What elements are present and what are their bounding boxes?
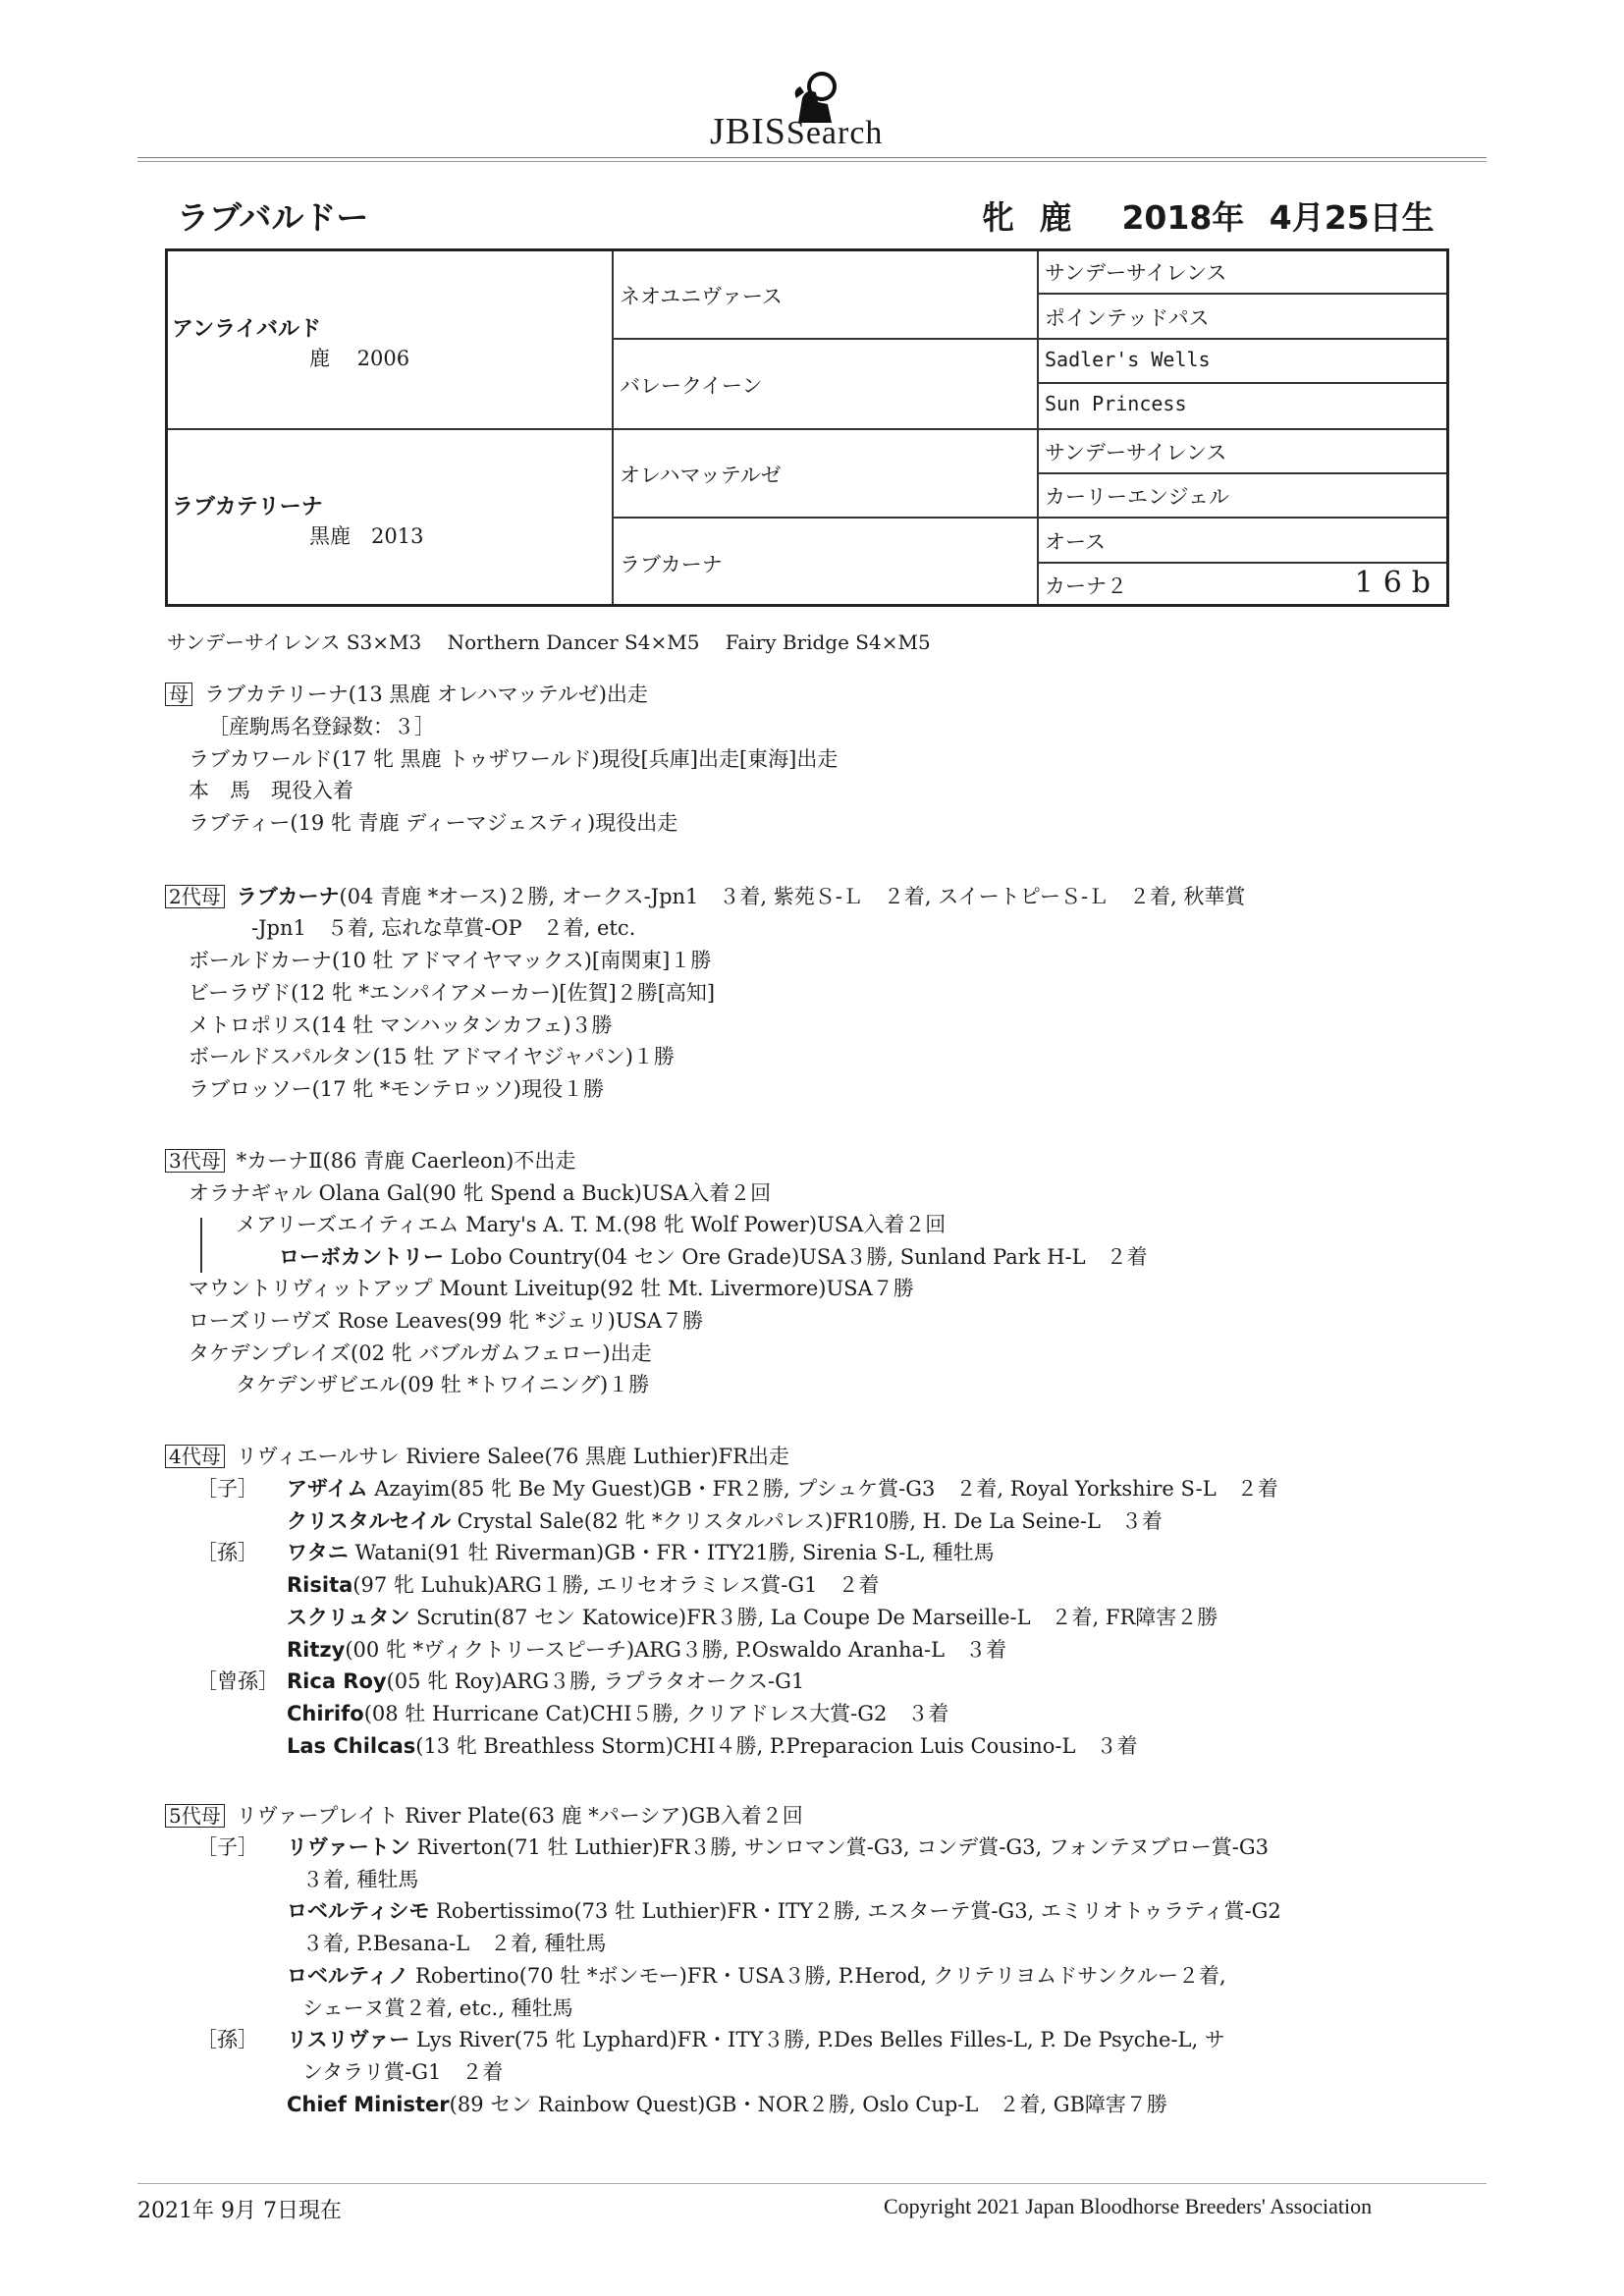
descendant-record: Robertino(70 牡 *ボンモー)FR・USA３勝, P.Herod, クリテリヨムドサンクルー２着,	[408, 1963, 1226, 1988]
g2-dam-record: (04 青鹿 *オース)２勝, オークス-Jpn1 ３着, 紫苑Ｓ-Ｌ ２着, スイートピーＳ-Ｌ ２着, 秋華賞	[339, 885, 1246, 908]
descendant-record: ３着, 種牡馬	[302, 1867, 419, 1891]
descendant-record: (08 牡 Hurricane Cat)CHI５勝, クリアドレス大賞-G2 ３着	[363, 1701, 949, 1725]
descendant-line	[302, 2058, 503, 2086]
descendant-bracket	[200, 1218, 202, 1273]
footer-rule	[137, 2183, 1487, 2184]
horse-sex-color-birthdate: 牝 鹿 2018年 4月25日生	[982, 198, 1435, 237]
descendant-record: Riverton(71 牡 Luthier)FR３勝, サンロマン賞-G3, コンデ賞-G3, フォンテヌブロー賞-G3	[409, 1835, 1269, 1859]
g3-ancestor-3: Sadler's Wells	[1045, 348, 1211, 371]
descendant-name: リヴァートン	[287, 1835, 410, 1859]
descendant-name: ワタニ	[287, 1541, 349, 1565]
descendant-record: (13 牝 Breathless Storm)CHI４勝, P.Preparacion Luis Cousino-L ３着	[415, 1733, 1138, 1758]
g3-great-grandfoal-line	[279, 1243, 1148, 1271]
generation-tag: ［孫］	[196, 2028, 258, 2052]
generation-tag: ［曾孫］	[196, 1669, 279, 1694]
descendant-line	[302, 1866, 418, 1893]
g2-section-label: 2代母	[165, 885, 225, 908]
descendant-record: Azayim(85 牝 Be My Guest)GB・FR２勝, プシュケ賞-G3 ２着, Royal Yorkshire S-L ２着	[367, 1477, 1278, 1501]
g3-foal-line: ローズリーヴズ Rose Leaves(99 牝 *ジェリ)USA７勝	[189, 1309, 704, 1333]
horse-name: ラブバルドー	[177, 198, 369, 237]
g4-section-label: 4代母	[165, 1445, 225, 1468]
sire-sire: ネオユニヴァース	[620, 285, 783, 308]
g3-foal-line: マウントリヴィットアップ Mount Liveitup(92 牡 Mt. Livermore)USA７勝	[189, 1277, 914, 1300]
descendant-line	[287, 1897, 1281, 1925]
generation-tag: ［子］	[196, 1477, 258, 1501]
descendant-name: Las Chilcas	[287, 1733, 416, 1758]
g4-dam-record: リヴィエールサレ Riviere Salee(76 黒鹿 Luthier)FR出走	[236, 1445, 789, 1468]
g3-ancestor-2: ポインテッドパス	[1045, 306, 1210, 330]
descendant-record: (97 牝 Luhuk)ARG１勝, エリセオラミレス賞-G1 ２着	[352, 1573, 880, 1598]
g3-section-heading	[165, 1147, 575, 1175]
g2-foal-line: ラブロッソー(17 牝 *モンテロッソ)現役１勝	[189, 1077, 605, 1101]
as-of-date: 2021年 9月 7日現在	[137, 2199, 342, 2223]
descendant-name: Rica Roy	[287, 1669, 387, 1694]
sire-cell	[172, 312, 409, 372]
dam-foal-count: ［産駒馬名登録数：３］	[208, 715, 435, 738]
dam-section-heading	[165, 681, 648, 708]
lobo-country-record: Lobo Country(04 セン Ore Grade)USA３勝, Sunland Park H-L ２着	[444, 1245, 1148, 1269]
logo-main: JBIS	[710, 111, 786, 152]
inbreeding-line: サンデーサイレンス S3×M3 Northern Dancer S4×M5 Fairy Bridge S4×M5	[167, 630, 931, 654]
descendant-name: ロベルティシモ	[287, 1899, 430, 1924]
g3-ancestor-5: サンデーサイレンス	[1045, 441, 1227, 465]
copyright: Copyright 2021 Japan Bloodhorse Breeders' Association	[884, 2194, 1373, 2218]
descendant-line	[287, 1636, 1006, 1664]
pedigree-table	[165, 248, 1449, 607]
g3-ancestor-6: カーリーエンジェル	[1045, 485, 1230, 509]
descendant-name: スクリュタン	[287, 1605, 410, 1629]
g3-ancestor-7: オース	[1045, 530, 1106, 554]
dam-section-label: 母	[165, 683, 192, 706]
g5-section-heading	[165, 1802, 803, 1830]
g3-ancestor-8: カーナ２	[1045, 574, 1127, 598]
descendant-line	[287, 1667, 804, 1695]
descendant-name: リスリヴァー	[287, 2028, 410, 2052]
g2-foal-line: ビーラヴド(12 牝 *エンパイアメーカー)[佐賀]２勝[高知]	[189, 981, 716, 1005]
descendant-line	[287, 1539, 995, 1566]
descendant-record: Scrutin(87 セン Katowice)FR３勝, La Coupe De Marseille-L ２着, FR障害２勝	[409, 1605, 1218, 1629]
descendant-line	[287, 1833, 1269, 1861]
g2-foal-line: メトロポリス(14 牡 マンハッタンカフェ)３勝	[189, 1013, 613, 1037]
g5-dam-record: リヴァープレイト River Plate(63 鹿 *パーシア)GB入着２回	[236, 1804, 803, 1828]
g2-dam-name: ラブカーナ	[236, 885, 340, 908]
g5-section-label: 5代母	[165, 1804, 225, 1828]
descendant-record: (00 牝 *ヴィクトリースピーチ)ARG３勝, P.Oswaldo Aranha-L ３着	[345, 1637, 1007, 1662]
descendant-name: ロベルティノ	[287, 1963, 409, 1988]
dam-cell	[172, 490, 423, 550]
g3-ancestor-4: Sun Princess	[1045, 392, 1187, 415]
generation-tag: ［孫］	[196, 1541, 258, 1565]
descendant-line	[287, 1507, 1163, 1535]
descendant-record: シェーヌ賞２着, etc., 種牡馬	[302, 1995, 573, 2020]
generation-tag: ［子］	[196, 1835, 258, 1859]
g2-foal-line: ボールドスパルタン(15 牡 アドマイヤジャパン)１勝	[189, 1045, 675, 1068]
sire-dam: バレークイーン	[620, 374, 763, 398]
descendant-record: Crystal Sale(82 牝 *クリスタルパレス)FR10勝, H. De La Seine-L ３着	[450, 1508, 1163, 1533]
descendant-record: Watani(91 牡 Riverman)GB・FR・ITY21勝, Sirenia S-L, 種牡馬	[348, 1541, 995, 1565]
family-number: 16b	[1354, 566, 1440, 600]
g3-dam-record: *カーナⅡ(86 青鹿 Caerleon)不出走	[236, 1149, 576, 1173]
lobo-country-name: ローボカントリー	[279, 1245, 444, 1269]
g3-foal-line: タケデンプレイズ(02 牝 バブルガムフェロー)出走	[189, 1341, 652, 1365]
descendant-record: ３着, P.Besana-L ２着, 種牡馬	[302, 1932, 607, 1956]
descendant-line	[302, 1995, 573, 2022]
g3-grandfoal-line: メアリーズエイティエム Mary's A. T. M.(98 牝 Wolf Power)USA入着２回	[236, 1213, 947, 1236]
descendant-record: (89 セン Rainbow Quest)GB・NOR２勝, Oslo Cup-L ２着, GB障害７勝	[449, 2092, 1167, 2116]
dam-foal-line: ラブカワールド(17 牝 黒鹿 トゥザワールド)現役[兵庫]出走[東海]出走	[189, 747, 839, 771]
descendant-record: Lys River(75 牝 Lyphard)FR・ITY３勝, P.Des Belles Filles-L, P. De Psyche-L, サ	[409, 2028, 1225, 2052]
g3-foal-line: オラナギャル Olana Gal(90 牝 Spend a Buck)USA入着２回	[189, 1181, 772, 1205]
sire-color-year: 鹿 2006	[309, 347, 410, 370]
dam-foal-line: 本 馬 現役入着	[189, 779, 353, 802]
descendant-name: Risita	[287, 1573, 353, 1598]
descendant-record: (05 牝 Roy)ARG３勝, ラプラタオークス-G1	[386, 1669, 805, 1694]
g4-section-heading	[165, 1443, 789, 1470]
descendant-line	[287, 1571, 879, 1599]
jbis-search-logo	[702, 69, 957, 157]
descendant-line	[302, 1930, 607, 1957]
descendant-line	[287, 2091, 1167, 2118]
g2-foal-line: ボールドカーナ(10 牡 アドマイヤマックス)[南関東]１勝	[189, 949, 712, 972]
g3-ancestor-1: サンデーサイレンス	[1045, 261, 1227, 285]
descendant-line	[287, 2026, 1225, 2053]
descendant-line	[287, 1604, 1218, 1631]
g3-grandfoal-line: タケデンザビエル(09 牡 *トワイニング)１勝	[236, 1373, 650, 1396]
sire-name: アンライバルド	[172, 317, 322, 342]
dam-color-year: 黒鹿 2013	[309, 524, 424, 548]
descendant-line	[287, 1962, 1226, 1990]
g2-dam-record-cont: -Jpn1 ５着, 忘れな草賞-OP ２着, etc.	[251, 916, 636, 940]
g3-section-label: 3代母	[165, 1149, 225, 1173]
g2-section-heading	[165, 883, 1245, 910]
descendant-name: アザイム	[287, 1477, 368, 1501]
descendant-name: Ritzy	[287, 1637, 346, 1662]
descendant-line	[287, 1475, 1278, 1503]
descendant-line	[287, 1700, 948, 1727]
descendant-name: Chief Minister	[287, 2092, 450, 2116]
descendant-name: クリスタルセイル	[287, 1508, 451, 1533]
dam-foal-line: ラブティー(19 牝 青鹿 ディーマジェスティ)現役出走	[189, 811, 678, 835]
descendant-record: Robertissimo(73 牡 Luthier)FR・ITY２勝, エスターテ賞-G3, エミリオトゥラティ賞-G2	[429, 1899, 1281, 1924]
dam-name: ラブカテリーナ	[172, 495, 323, 519]
dam-section-text: ラブカテリーナ(13 黒鹿 オレハマッテルゼ)出走	[204, 683, 648, 706]
dam-dam: ラブカーナ	[620, 553, 723, 576]
header-rule	[137, 157, 1487, 158]
descendant-record: ンタラリ賞-G1 ２着	[302, 2059, 504, 2084]
descendant-name: Chirifo	[287, 1701, 364, 1725]
header-rule-2	[137, 161, 1487, 162]
logo-sub: Search	[785, 115, 884, 151]
dam-sire: オレハマッテルゼ	[620, 464, 782, 487]
descendant-line	[287, 1732, 1137, 1760]
